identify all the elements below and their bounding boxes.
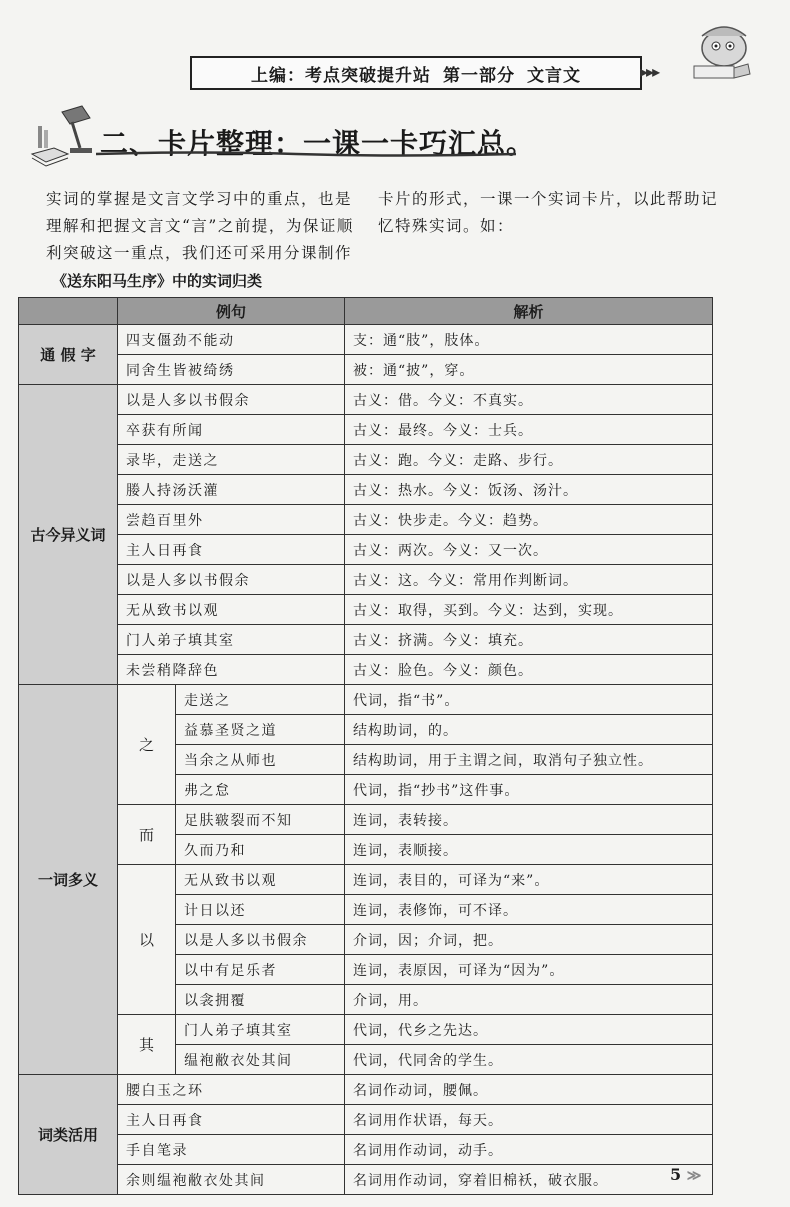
example-cell: 卒获有所闻 — [118, 415, 345, 445]
vocab-table — [18, 297, 713, 1195]
table-caption: 《送东阳马生序》中的实词归类 — [52, 272, 263, 290]
analysis-cell: 古义：两次。今义：又一次。 — [345, 535, 713, 565]
example-cell: 缊袍敝衣处其间 — [176, 1045, 345, 1075]
table-row — [19, 595, 713, 625]
analysis-cell: 古义：最终。今义：士兵。 — [345, 415, 713, 445]
example-cell: 以是人多以书假余 — [118, 565, 345, 595]
example-cell: 四支僵劲不能动 — [118, 325, 345, 355]
table-row — [19, 385, 713, 415]
example-cell: 久而乃和 — [176, 835, 345, 865]
example-cell: 当余之从师也 — [176, 745, 345, 775]
example-cell: 同舍生皆被绮绣 — [118, 355, 345, 385]
table-row — [19, 445, 713, 475]
table-row — [19, 865, 713, 895]
analysis-cell: 介词，因；介词，把。 — [345, 925, 713, 955]
example-cell: 媵人持汤沃灌 — [118, 475, 345, 505]
analysis-cell: 结构助词，的。 — [345, 715, 713, 745]
example-cell: 无从致书以观 — [176, 865, 345, 895]
header-analysis: 解析 — [345, 298, 713, 325]
header-part3: 文言文 — [527, 65, 581, 86]
table-row — [19, 565, 713, 595]
page-number — [670, 1165, 701, 1184]
example-cell: 以中有足乐者 — [176, 955, 345, 985]
category-tongjia: 通 假 字 — [19, 325, 118, 385]
example-cell: 以是人多以书假余 — [118, 385, 345, 415]
table-header-row — [19, 298, 713, 325]
title-underline — [96, 150, 516, 158]
analysis-cell: 古义：这。今义：常用作判断词。 — [345, 565, 713, 595]
example-cell: 以是人多以书假余 — [176, 925, 345, 955]
analysis-cell: 代词，指“抄书”这件事。 — [345, 775, 713, 805]
example-cell: 录毕，走送之 — [118, 445, 345, 475]
example-cell: 主人日再食 — [118, 535, 345, 565]
header-part1: 上编：考点突破提升站 — [251, 65, 431, 86]
table-row — [19, 685, 713, 715]
example-cell: 余则缊袍敝衣处其间 — [118, 1165, 345, 1195]
table-row — [19, 1015, 713, 1045]
analysis-cell: 名词用作动词，穿着旧棉袄，破衣服。 — [345, 1165, 713, 1195]
example-cell: 门人弟子填其室 — [176, 1015, 345, 1045]
example-cell: 尝趋百里外 — [118, 505, 345, 535]
header-example: 例句 — [118, 298, 345, 325]
analysis-cell: 古义：跑。今义：走路、步行。 — [345, 445, 713, 475]
word-zhi: 之 — [118, 685, 176, 805]
example-cell: 门人弟子填其室 — [118, 625, 345, 655]
table-row — [19, 655, 713, 685]
analysis-cell: 连词，表转接。 — [345, 805, 713, 835]
word-yi: 以 — [118, 865, 176, 1015]
analysis-cell: 古义：借。今义：不真实。 — [345, 385, 713, 415]
word-er: 而 — [118, 805, 176, 865]
table-row — [19, 625, 713, 655]
example-cell: 益慕圣贤之道 — [176, 715, 345, 745]
analysis-cell: 名词用作动词，动手。 — [345, 1135, 713, 1165]
analysis-cell: 代词，代同舍的学生。 — [345, 1045, 713, 1075]
table-row — [19, 355, 713, 385]
page-number-value: 5 — [670, 1165, 682, 1184]
analysis-cell: 连词，表修饰，可不译。 — [345, 895, 713, 925]
table-row — [19, 1165, 713, 1195]
example-cell: 无从致书以观 — [118, 595, 345, 625]
table-row — [19, 805, 713, 835]
desk-lamp-icon — [28, 104, 100, 170]
category-cilei: 词类活用 — [19, 1075, 118, 1195]
analysis-cell: 古义：取得，买到。今义：达到，实现。 — [345, 595, 713, 625]
chapter-header — [190, 56, 642, 90]
example-cell: 走送之 — [176, 685, 345, 715]
analysis-cell: 古义：脸色。今义：颜色。 — [345, 655, 713, 685]
table-row — [19, 415, 713, 445]
analysis-cell: 名词用作状语，每天。 — [345, 1105, 713, 1135]
example-cell: 足肤皲裂而不知 — [176, 805, 345, 835]
category-yiciduoyi: 一词多义 — [19, 685, 118, 1075]
analysis-cell: 代词，代乡之先达。 — [345, 1015, 713, 1045]
analysis-cell: 被：通“披”，穿。 — [345, 355, 713, 385]
analysis-cell: 介词，用。 — [345, 985, 713, 1015]
analysis-cell: 代词，指“书”。 — [345, 685, 713, 715]
table-row — [19, 535, 713, 565]
table-row — [19, 1105, 713, 1135]
word-qi: 其 — [118, 1015, 176, 1075]
header-part2: 第一部分 — [443, 65, 515, 86]
example-cell: 手自笔录 — [118, 1135, 345, 1165]
table-row — [19, 475, 713, 505]
mascot-illustration — [686, 22, 756, 84]
analysis-cell: 连词，表顺接。 — [345, 835, 713, 865]
example-cell: 主人日再食 — [118, 1105, 345, 1135]
header-blank — [19, 298, 118, 325]
header-arrows: ▸▸▸ — [640, 62, 659, 81]
table-row — [19, 1075, 713, 1105]
analysis-cell: 结构助词，用于主谓之间，取消句子独立性。 — [345, 745, 713, 775]
section-title: 二、卡片整理：一课一卡巧汇总。 — [100, 127, 536, 160]
example-cell: 计日以还 — [176, 895, 345, 925]
analysis-cell: 古义：快步走。今义：趋势。 — [345, 505, 713, 535]
example-cell: 腰白玉之环 — [118, 1075, 345, 1105]
example-cell: 未尝稍降辞色 — [118, 655, 345, 685]
table-row — [19, 325, 713, 355]
category-gujin: 古今异义词 — [19, 385, 118, 685]
table-row — [19, 505, 713, 535]
analysis-cell: 连词，表目的，可译为“来”。 — [345, 865, 713, 895]
intro-text-left: 实词的掌握是文言文学习中的重点，也是理解和把握文言文“言”之前提，为保证顺利突破这一重点，我们还可采用分课制作 — [46, 190, 354, 262]
table-row — [19, 1135, 713, 1165]
analysis-cell: 支：通“肢”，肢体。 — [345, 325, 713, 355]
intro-text-right: 卡片的形式，一课一个实词卡片，以此帮助记忆特殊实词。如： — [378, 190, 719, 235]
analysis-cell: 名词作动词，腰佩。 — [345, 1075, 713, 1105]
analysis-cell: 连词，表原因，可译为“因为”。 — [345, 955, 713, 985]
example-cell: 弗之怠 — [176, 775, 345, 805]
page-arrows: ≫ — [686, 1168, 702, 1184]
analysis-cell: 古义：热水。今义：饭汤、汤汁。 — [345, 475, 713, 505]
example-cell: 以衾拥覆 — [176, 985, 345, 1015]
analysis-cell: 古义：挤满。今义：填充。 — [345, 625, 713, 655]
